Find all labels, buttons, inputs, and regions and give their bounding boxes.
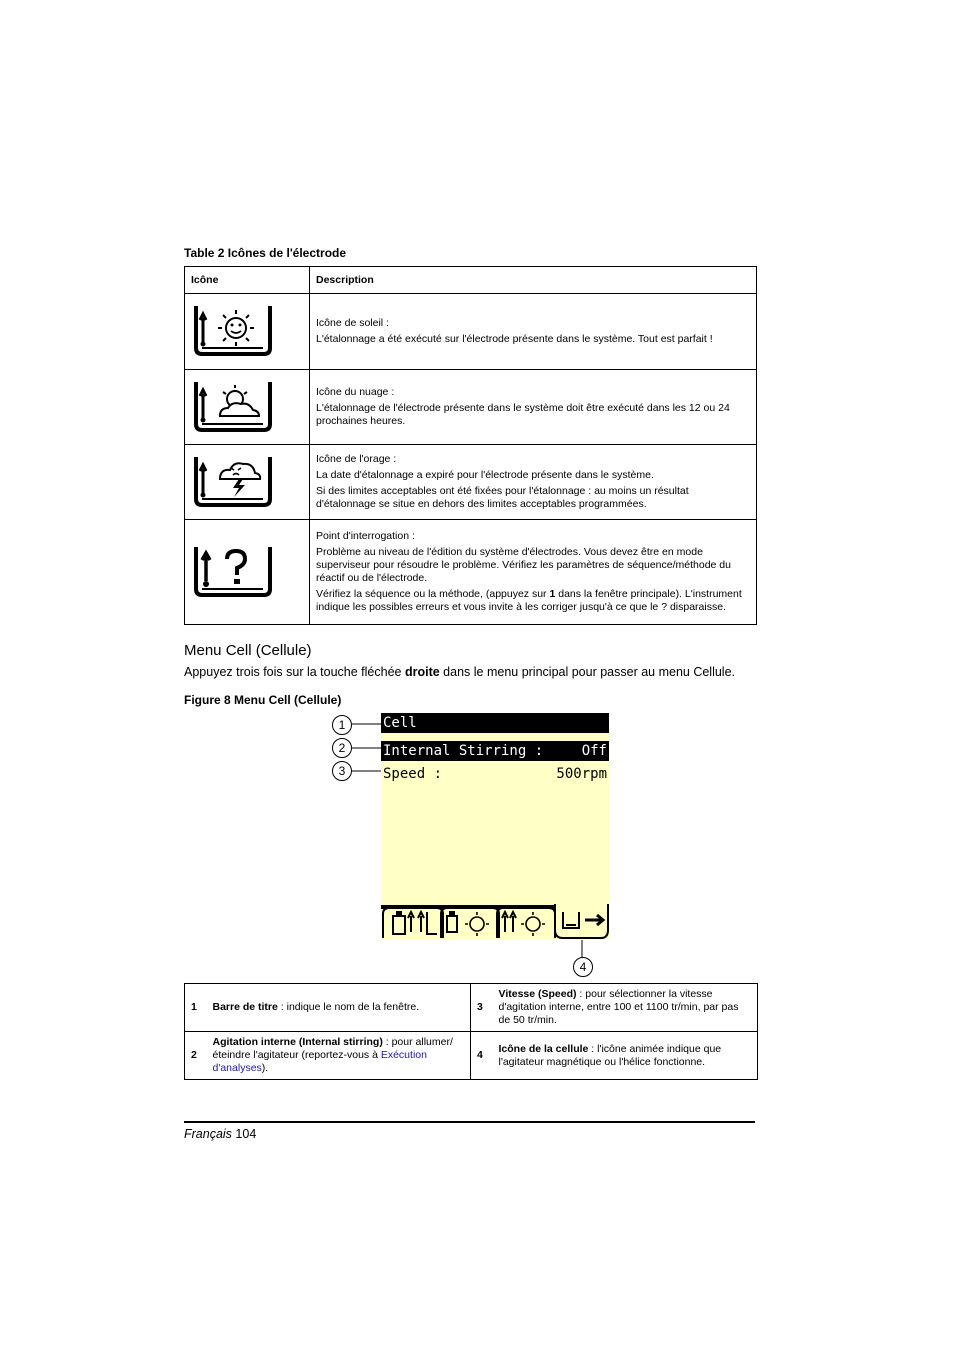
table-header-row (185, 267, 757, 294)
section-intro (184, 665, 735, 679)
legend-number: 4 (471, 1032, 493, 1080)
text-part: : pour sélectionner la vitesse d'agitation interne, entre 100 et 1100 tr/min, par pas de 50 tr/min. (498, 988, 739, 1026)
footer-language: Français (184, 1127, 232, 1141)
link-execution-analyses[interactable]: Exécution d'analyses (212, 1049, 427, 1074)
row-text: L'étalonnage a été exécuté sur l'électrode présente dans le système. Tout est parfait ! (316, 332, 713, 345)
key-label: 1 (549, 587, 556, 600)
tab-reagent[interactable] (383, 908, 443, 938)
table-row (185, 370, 757, 445)
row-title: Icône de l'orage : (316, 452, 397, 465)
question-electrode-icon (193, 545, 273, 597)
page-footer (184, 1127, 256, 1141)
row-title: Icône de soleil : (316, 316, 389, 329)
menu-item-label: Internal Stirring : (383, 743, 544, 759)
menu-item-label: Speed : (383, 766, 443, 782)
menu-item-internal-stirring[interactable] (381, 741, 609, 761)
text-part: : pour allumer/ éteindre l'agitateur (reportez-vous à (212, 1036, 453, 1061)
row-title: Point d'interrogation : (316, 529, 415, 542)
key-label: droite (404, 665, 440, 679)
table-row (185, 294, 757, 370)
storm-electrode-icon (193, 455, 273, 507)
text-part: dans le menu principal pour passer au menu Cellule. (439, 665, 736, 679)
sun-electrode-icon (193, 304, 273, 356)
callout-2: 2 (332, 738, 352, 758)
legend-number: 1 (185, 984, 207, 1032)
electrode-icons-table (184, 266, 757, 625)
row-text: La date d'étalonnage a expiré pour l'électrode présente dans le système. (316, 468, 654, 481)
table-row (185, 1032, 758, 1080)
row-text: L'étalonnage de l'électrode présente dans le système doit être exécuté dans les 12 ou 24 prochaines heures. (316, 401, 730, 427)
legend-text (493, 1032, 758, 1080)
figure-legend (184, 983, 758, 1080)
tab-cell[interactable] (555, 904, 608, 938)
text-part: : indique le nom de la fenêtre. (277, 1001, 420, 1013)
header-description: Description (310, 267, 757, 294)
text-part: ). (261, 1062, 269, 1074)
legend-number: 3 (471, 984, 493, 1032)
legend-term: Barre de titre (212, 1001, 278, 1013)
row-text: Si des limites acceptables ont été fixées pour l'étalonnage : au moins un résultat d'étalonnage se situe en dehors des limites acceptables programmées. (316, 484, 689, 510)
text-part: Appuyez trois fois sur la touche fléchée (184, 665, 405, 679)
table-row (185, 984, 758, 1032)
tab-reagent-status[interactable] (441, 908, 499, 938)
callout-3: 3 (332, 761, 352, 781)
legend-text (493, 984, 758, 1032)
tab-electrode-status[interactable] (497, 908, 555, 938)
lcd-tab-bar (381, 904, 609, 940)
header-icon: Icône (185, 267, 310, 294)
legend-term: Icône de la cellule (498, 1042, 589, 1055)
text-part: Vérifiez la séquence ou la méthode, (appuyez sur (316, 587, 550, 600)
section-title: Menu Cell (Cellule) (184, 642, 312, 659)
legend-term: Vitesse (Speed) (498, 988, 577, 1000)
row-text (316, 588, 750, 614)
legend-text (207, 984, 471, 1032)
table-row (185, 520, 757, 625)
screen-title-bar: Cell (381, 713, 609, 733)
table-caption: Table 2 Icônes de l'électrode (184, 246, 347, 260)
legend-number: 2 (185, 1032, 207, 1080)
legend-text (207, 1032, 471, 1080)
row-title: Icône du nuage : (316, 385, 395, 398)
figure-caption: Figure 8 Menu Cell (Cellule) (184, 693, 342, 707)
text-part: : l'icône animée indique que l'agitateur magnétique ou l'hélice fonctionne. (498, 1042, 722, 1068)
menu-item-value: 500rpm (556, 766, 607, 782)
table-row (185, 445, 757, 520)
lcd-screen (381, 713, 609, 940)
row-text: Problème au niveau de l'édition du système d'électrodes. Vous devez être en mode superviseur pour résoudre le problème. Vérifiez les paramètres de séquence/méthode du réactif ou de l'électrode. (316, 545, 731, 584)
text-part: dans la fenêtre principale). L'instrument indique les possibles erreurs et vous invite à les corriger jusqu'à ce que le ? disparaisse. (316, 587, 742, 613)
callout-1: 1 (332, 715, 352, 735)
footer-rule (184, 1121, 755, 1123)
page-number: 104 (235, 1127, 257, 1141)
menu-item-speed[interactable] (381, 765, 609, 783)
callout-4: 4 (573, 957, 593, 977)
cloud-electrode-icon (193, 380, 273, 432)
legend-term: Agitation interne (Internal stirring) (212, 1036, 383, 1048)
menu-item-value: Off (581, 743, 607, 759)
